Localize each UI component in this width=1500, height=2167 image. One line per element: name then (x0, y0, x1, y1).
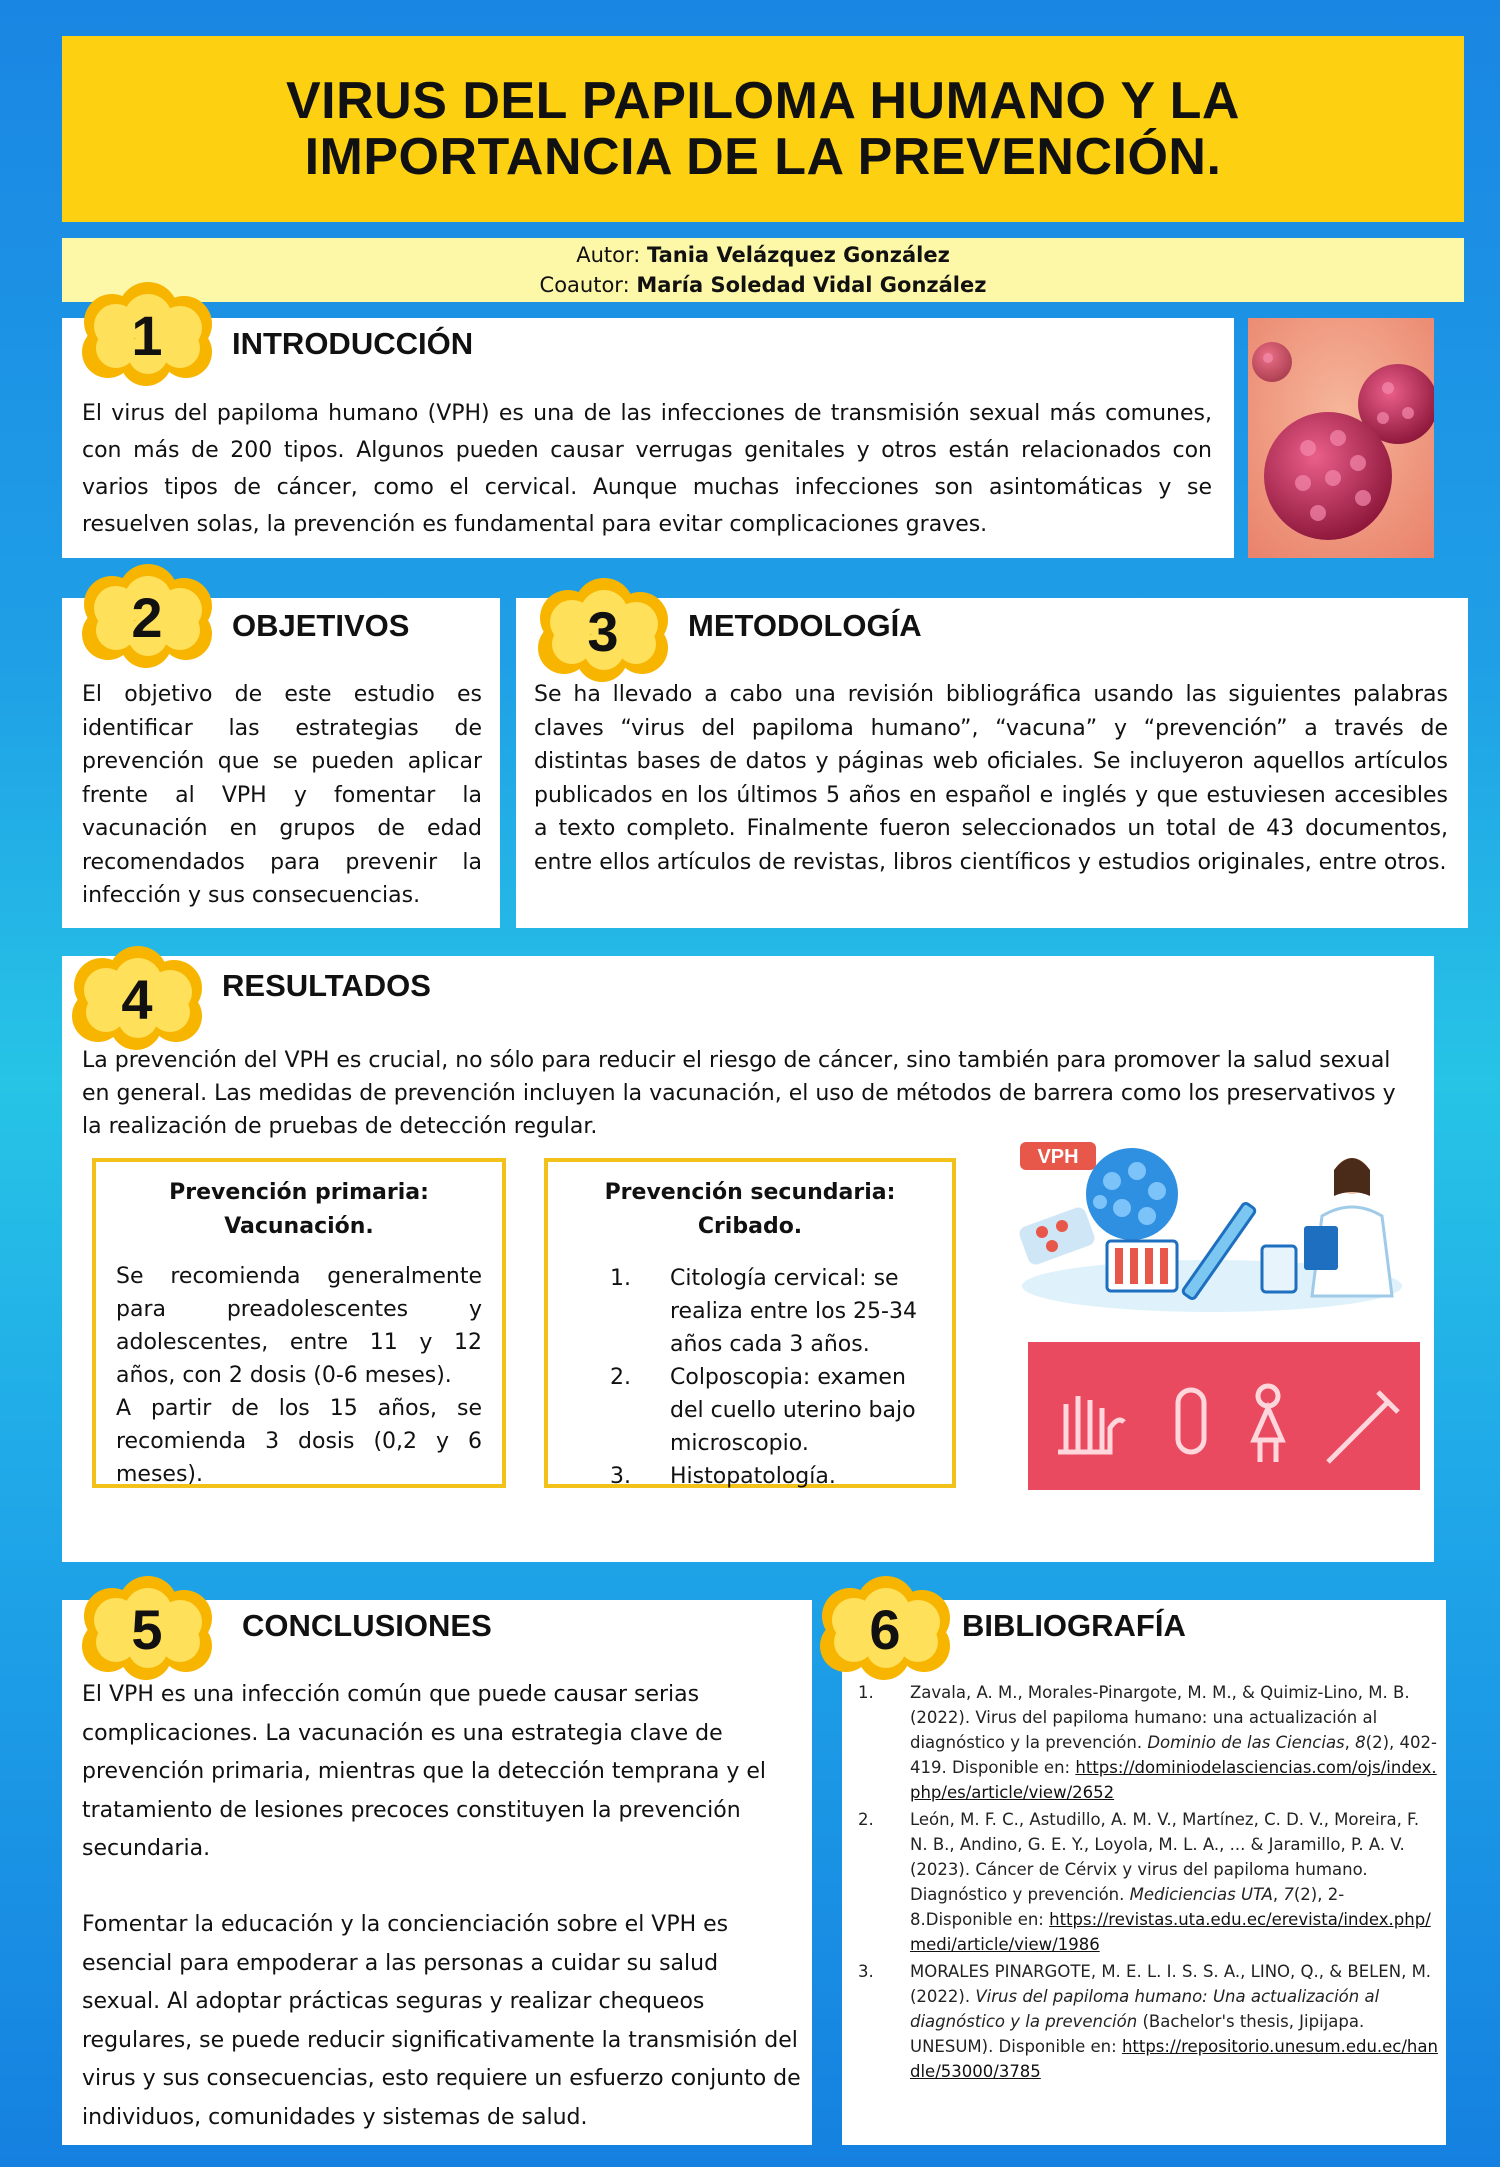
methodology-panel (516, 598, 1468, 928)
results-number: 4 (121, 967, 153, 1031)
title-line-2: IMPORTANCIA DE LA PREVENCIÓN. (304, 128, 1222, 186)
reference-item: 1. Zavala, A. M., Morales-Pinargote, M. M., & Quimiz-Lino, M. B. (2022). Virus del papiloma humano: una actualización al diagnóstico y la prevención. Dominio de las Ciencias, 8(2), 402-419. Disponible en: https://dominiodelasciencias.com/ojs/index.php/es/article/view/2652 (858, 1683, 1437, 1802)
reference-item: 2. León, M. F. C., Astudillo, A. M. V., Martínez, C. D. V., Moreira, F. N. B., Andino, G. E. Y., Loyola, M. L. A., ... & Jaramillo, P. A. V. (2023). Cáncer de Cérvix y virus del papiloma humano. Diagnóstico y prevención. Mediciencias UTA, 7(2), 2-8.Disponible en: https://revistas.uta.edu.ec/erevista/index.php/medi/article/view/1986 (858, 1810, 1431, 1954)
objectives-panel (62, 585, 500, 928)
title-banner (62, 36, 1464, 222)
intro-number-badge (72, 282, 222, 388)
results-text: La prevención del VPH es crucial, no sólo para reducir el riesgo de cáncer, sino también para promover la salud sexual en general. Las medidas de prevención incluyen la vacunación, el uso de métodos de barrera como los preservativos y la realización de pruebas de detección regular. (82, 1048, 1396, 1139)
screening-item: 1. Citología cervical: se realiza entre los 25-34 años cada 3 años. (610, 1266, 917, 1357)
conclusions-panel (62, 1597, 812, 2145)
vaccine-illustration (1012, 1136, 1422, 1316)
intro-panel (62, 303, 1234, 558)
primary-title-line-2: Vacunación. (224, 1214, 374, 1239)
intro-text: El virus del papiloma humano (VPH) es una de las infecciones de transmisión sexual más comunes, con más de 200 tipos. Algunos pueden causar verrugas genitales y otros están relacionados con varios tipos de cáncer, como el cervical. Aunque muchas infecciones son asintomáticas y se resuelven solas, la prevención es fundamental para evitar complicaciones graves. (82, 401, 1212, 537)
coauthor-label: Coautor: (539, 273, 630, 297)
methodology-number: 3 (587, 599, 619, 663)
results-heading: RESULTADOS (222, 968, 431, 1003)
reference-link[interactable]: https://revistas.uta.edu.ec/erevista/index.php/medi/article/view/1986 (910, 1910, 1431, 1954)
authors-bar (62, 238, 1464, 302)
objectives-number-badge (72, 564, 222, 670)
screening-item: 2. Colposcopia: examen del cuello uterino bajo microscopio. (610, 1365, 916, 1456)
coauthor-name: María Soledad Vidal González (636, 273, 987, 297)
methodology-number-badge (528, 578, 678, 684)
reference-link[interactable]: https://dominiodelasciencias.com/ojs/index.php/es/article/view/2652 (910, 1758, 1437, 1802)
conclusions-number: 5 (131, 1597, 163, 1661)
author-label: Autor: (576, 243, 641, 267)
virus-image (1248, 318, 1434, 558)
primary-title-line-1: Prevención primaria: (169, 1180, 429, 1205)
conclusions-number-badge (72, 1576, 222, 1682)
syringe-icon (1328, 1392, 1398, 1462)
intro-number: 1 (131, 303, 163, 367)
author-line (62, 240, 1464, 270)
reference-item: 3. MORALES PINARGOTE, M. E. L. I. S. S. A., LINO, Q., & BELEN, M. (2022). Virus del papiloma humano: Una actualización al diagnóstico y la prevención (Bachelor's thesis, Jipijapa. UNESUM). Disponible en: https://repositorio.unesum.edu.ec/handle/53000/3785 (858, 1962, 1438, 2081)
intro-heading: INTRODUCCIÓN (232, 326, 474, 361)
screening-list (560, 1262, 940, 1493)
primary-prevention-text-1: Se recomienda generalmente para preadolescentes y adolescentes, entre 11 y 12 años, con 2 dosis (0-6 meses). (116, 1264, 482, 1388)
reference-link[interactable]: https://repositorio.unesum.edu.ec/handle/53000/3785 (910, 2037, 1438, 2081)
objectives-text: El objetivo de este estudio es identificar las estrategias de prevención que se pueden aplicar frente al VPH y fomentar la vacunación en grupos de edad recomendados para prevenir la infección y sus consecuencias. (82, 682, 482, 908)
conclusions-heading: CONCLUSIONES (242, 1608, 492, 1643)
objectives-heading: OBJETIVOS (232, 608, 410, 643)
methodology-heading: METODOLOGÍA (688, 608, 922, 643)
gloves-icon (1058, 1396, 1124, 1452)
conclusions-text-2: Fomentar la educación y la concienciación sobre el VPH es esencial para empoderar a las personas a cuidar su salud sexual. Al adoptar prácticas seguras y realizar chequeos regulares, se puede reducir significativamente la transmisión del virus y sus consecuencias, esto requiere un esfuerzo conjunto de individuos, comunidades y sistemas de salud. (82, 1912, 801, 2130)
bibliography-panel (842, 1597, 1446, 2145)
results-number-badge (62, 946, 212, 1052)
barrier-methods-icons (1028, 1342, 1420, 1490)
results-panel (62, 956, 1434, 1562)
author-name: Tania Velázquez González (647, 243, 950, 267)
poster-title (286, 73, 1240, 185)
primary-prevention-title (116, 1176, 482, 1244)
secondary-prevention-title: Prevención secundaria: Cribado. (604, 1180, 896, 1239)
bibliography-number: 6 (869, 1597, 901, 1661)
objectives-number: 2 (131, 585, 163, 649)
primary-prevention-text-2: A partir de los 15 años, se recomienda 3 dosis (0,2 y 6 meses). (116, 1396, 482, 1487)
conclusions-text-1: El VPH es una infección común que puede causar serias complicaciones. La vacunación es una estrategia clave de prevención primaria, mientras que la detección temprana y el tratamiento de lesiones precoces constituyen la prevención secundaria. (82, 1682, 766, 1861)
screening-item: 3. Histopatología. (610, 1464, 836, 1489)
reference-list (850, 1680, 1440, 2086)
bibliography-number-badge (810, 1576, 960, 1682)
condom-icon (1178, 1390, 1204, 1452)
illustration-vph-label: VPH (1037, 1146, 1079, 1168)
primary-prevention-box (92, 1158, 506, 1488)
coauthor-line (62, 270, 1464, 300)
methodology-text: Se ha llevado a cabo una revisión bibliográfica usando las siguientes palabras claves “virus del papiloma humano”, “vacuna” y “prevención” a través de distintas bases de datos y páginas web oficiales. Se incluyeron aquellos artículos publicados en los últimos 5 años en español e inglés y que estuviesen accesibles a texto completo. Finalmente fueron seleccionados un total de 43 documentos, entre ellos artículos de revistas, libros científicos y estudios originales, entre otros. (534, 682, 1448, 875)
title-line-1: VIRUS DEL PAPILOMA HUMANO Y LA (286, 72, 1240, 130)
bibliography-heading: BIBLIOGRAFÍA (962, 1608, 1186, 1643)
secondary-prevention-box (544, 1158, 956, 1488)
